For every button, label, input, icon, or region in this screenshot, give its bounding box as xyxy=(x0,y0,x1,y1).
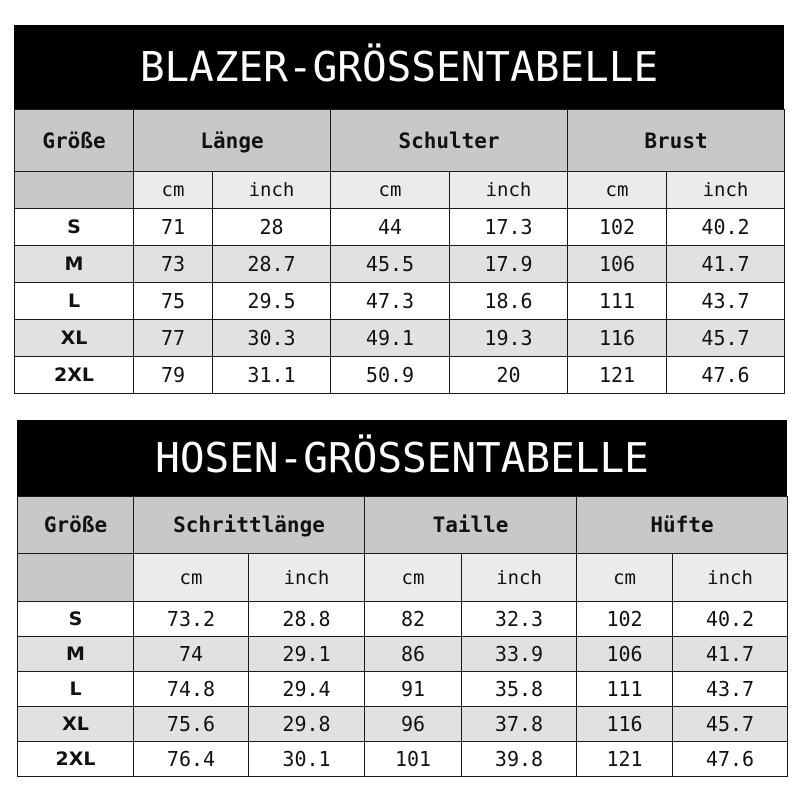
size-cell: 2XL xyxy=(15,357,134,394)
value-cell: 74.8 xyxy=(134,672,249,707)
size-cell: 2XL xyxy=(18,742,134,777)
size-cell: L xyxy=(18,672,134,707)
value-cell: 86 xyxy=(365,637,462,672)
unit-header: cm xyxy=(134,554,249,602)
size-header: Größe xyxy=(18,497,134,554)
value-cell: 47.6 xyxy=(673,742,788,777)
value-cell: 29.8 xyxy=(249,707,365,742)
size-cell: S xyxy=(18,602,134,637)
value-cell: 45.5 xyxy=(331,246,450,283)
unit-header: cm xyxy=(365,554,462,602)
value-cell: 43.7 xyxy=(667,283,785,320)
unit-header: cm xyxy=(331,172,450,209)
table-row xyxy=(18,637,788,672)
value-cell: 28.7 xyxy=(213,246,331,283)
value-cell: 75 xyxy=(134,283,213,320)
value-cell: 121 xyxy=(577,742,673,777)
value-cell: 37.8 xyxy=(462,707,577,742)
size-cell: M xyxy=(15,246,134,283)
size-cell: XL xyxy=(15,320,134,357)
value-cell: 74 xyxy=(134,637,249,672)
value-cell: 116 xyxy=(568,320,667,357)
value-cell: 47.3 xyxy=(331,283,450,320)
unit-header: inch xyxy=(462,554,577,602)
value-cell: 19.3 xyxy=(450,320,568,357)
unit-header: cm xyxy=(568,172,667,209)
value-cell: 30.1 xyxy=(249,742,365,777)
size-cell: S xyxy=(15,209,134,246)
value-cell: 20 xyxy=(450,357,568,394)
value-cell: 77 xyxy=(134,320,213,357)
value-cell: 102 xyxy=(568,209,667,246)
table-row xyxy=(18,672,788,707)
value-cell: 17.9 xyxy=(450,246,568,283)
value-cell: 28.8 xyxy=(249,602,365,637)
value-cell: 96 xyxy=(365,707,462,742)
value-cell: 40.2 xyxy=(673,602,788,637)
value-cell: 32.3 xyxy=(462,602,577,637)
size-cell: XL xyxy=(18,707,134,742)
table-row xyxy=(15,320,785,357)
value-cell: 28 xyxy=(213,209,331,246)
hosen-size-table xyxy=(17,496,788,777)
hosen-size-chart xyxy=(17,420,787,777)
table-row xyxy=(18,742,788,777)
value-cell: 31.1 xyxy=(213,357,331,394)
value-cell: 73.2 xyxy=(134,602,249,637)
unit-header: cm xyxy=(577,554,673,602)
value-cell: 39.8 xyxy=(462,742,577,777)
value-cell: 73 xyxy=(134,246,213,283)
value-cell: 102 xyxy=(577,602,673,637)
group-header-schrittlaenge: Schrittlänge xyxy=(134,497,365,554)
value-cell: 33.9 xyxy=(462,637,577,672)
hosen-chart-title: HOSEN-GRÖSSENTABELLE xyxy=(17,420,787,496)
group-header-schulter: Schulter xyxy=(331,110,568,172)
value-cell: 50.9 xyxy=(331,357,450,394)
size-cell: M xyxy=(18,637,134,672)
unit-header: inch xyxy=(249,554,365,602)
value-cell: 29.1 xyxy=(249,637,365,672)
value-cell: 29.4 xyxy=(249,672,365,707)
value-cell: 45.7 xyxy=(667,320,785,357)
group-header-huefte: Hüfte xyxy=(577,497,788,554)
value-cell: 49.1 xyxy=(331,320,450,357)
group-header-brust: Brust xyxy=(568,110,785,172)
value-cell: 82 xyxy=(365,602,462,637)
unit-blank xyxy=(18,554,134,602)
value-cell: 121 xyxy=(568,357,667,394)
value-cell: 44 xyxy=(331,209,450,246)
value-cell: 101 xyxy=(365,742,462,777)
value-cell: 91 xyxy=(365,672,462,707)
table-row xyxy=(18,707,788,742)
unit-header: inch xyxy=(673,554,788,602)
value-cell: 29.5 xyxy=(213,283,331,320)
group-header-taille: Taille xyxy=(365,497,577,554)
blazer-size-chart xyxy=(14,25,784,394)
value-cell: 35.8 xyxy=(462,672,577,707)
unit-header: inch xyxy=(450,172,568,209)
blazer-chart-title: BLAZER-GRÖSSENTABELLE xyxy=(14,25,784,109)
table-row xyxy=(15,357,785,394)
value-cell: 43.7 xyxy=(673,672,788,707)
value-cell: 79 xyxy=(134,357,213,394)
table-row xyxy=(18,602,788,637)
size-header: Größe xyxy=(15,110,134,172)
value-cell: 75.6 xyxy=(134,707,249,742)
value-cell: 116 xyxy=(577,707,673,742)
value-cell: 111 xyxy=(577,672,673,707)
value-cell: 111 xyxy=(568,283,667,320)
value-cell: 41.7 xyxy=(667,246,785,283)
unit-blank xyxy=(15,172,134,209)
blazer-size-table xyxy=(14,109,785,394)
value-cell: 18.6 xyxy=(450,283,568,320)
value-cell: 47.6 xyxy=(667,357,785,394)
value-cell: 45.7 xyxy=(673,707,788,742)
value-cell: 40.2 xyxy=(667,209,785,246)
value-cell: 71 xyxy=(134,209,213,246)
value-cell: 41.7 xyxy=(673,637,788,672)
value-cell: 106 xyxy=(568,246,667,283)
unit-header: inch xyxy=(213,172,331,209)
value-cell: 106 xyxy=(577,637,673,672)
unit-header: inch xyxy=(667,172,785,209)
table-row xyxy=(15,209,785,246)
value-cell: 76.4 xyxy=(134,742,249,777)
value-cell: 30.3 xyxy=(213,320,331,357)
unit-header: cm xyxy=(134,172,213,209)
group-header-laenge: Länge xyxy=(134,110,331,172)
table-row xyxy=(15,246,785,283)
table-row xyxy=(15,283,785,320)
value-cell: 17.3 xyxy=(450,209,568,246)
size-cell: L xyxy=(15,283,134,320)
